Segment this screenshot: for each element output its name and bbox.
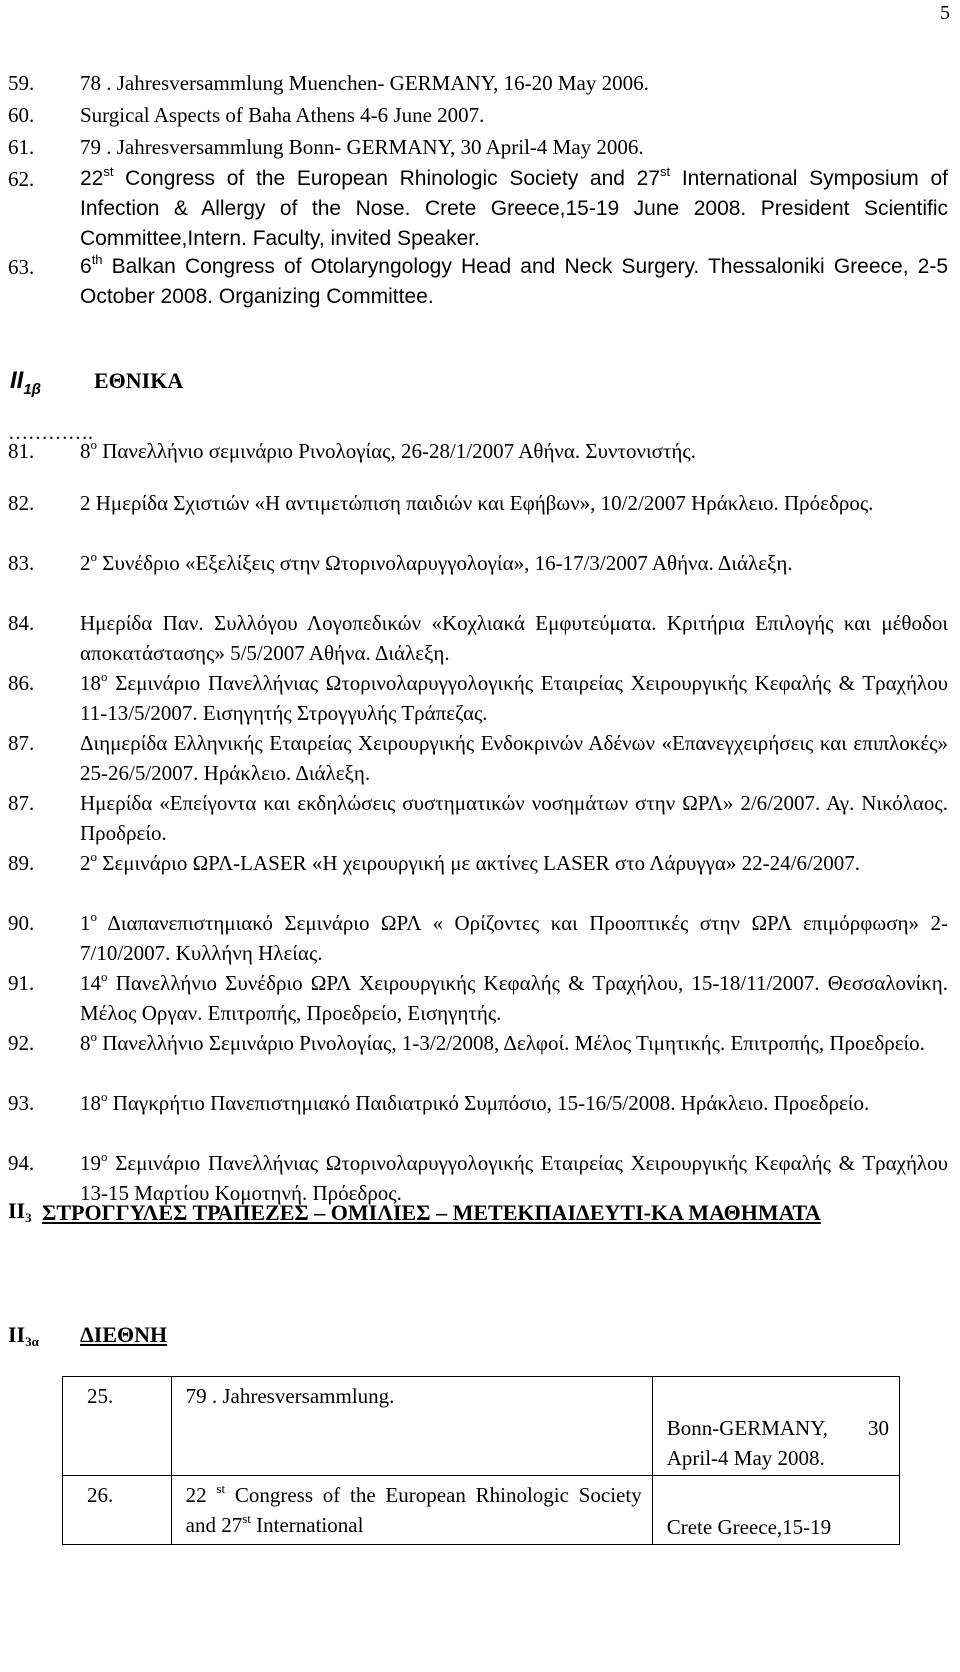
item-number: 91. (8, 971, 35, 995)
item-text: $18^o$ Σεμινάριο Πανελλήνιας Ωτορινολαρυγγολογικής Εταιρείας Χειρουργικής Κεφαλής & Τραχήλου 11-13/5/2007. Εισηγητής Στρογγυλής Τράπεζας. (80, 669, 948, 725)
item-text: Ημερίδα «Επείγοντα και εκδηλώσεις συστηματικών νοσημάτων στην ΩΡΛ» 2/6/2007. Αγ. Νικόλαος. Προδρείο. (80, 791, 948, 845)
item-text: Ημερίδα Παν. Συλλόγου Λογοπεδικών «Κοχλιακά Εμφυτεύματα. Κριτήρια Επιλογής και μέθοδοι αποκατάστασης» 5/5/2007 Αθήνα. Διάλεξη. (80, 611, 948, 665)
list-item (8, 608, 948, 668)
item-text: 6th Balkan Congress of Otolaryngology Head and Neck Surgery. Thessaloniki Greece, 2-5 October 2008. Organizing Committee. (80, 252, 948, 308)
item-text: $8^o$ Πανελλήνιο Σεμινάριο Ρινολογίας, 1-3/2/2008, Δελφοί. Μέλος Τιμητικής. Επιτροπής, Προεδρείο. (80, 1029, 925, 1055)
item-number: 92. (8, 1031, 35, 1055)
section-title-international: ΔΙΕΘΝΗ (80, 1322, 168, 1347)
section-label-ii3: $II_3$ (8, 1198, 32, 1225)
item-number: 60. (8, 103, 35, 127)
cell-place: Crete Greece,15-19 (652, 1476, 899, 1545)
list-item (8, 164, 948, 254)
item-number: 61. (8, 135, 35, 159)
page-number: 5 (940, 2, 950, 24)
list-item (8, 132, 948, 162)
table-row (63, 1476, 900, 1545)
item-number: 84. (8, 611, 35, 635)
item-text: Surgical Aspects of Baha Athens 4-6 June 2007. (80, 103, 485, 127)
list-item (8, 728, 948, 788)
list-item (8, 1028, 948, 1058)
list-item (8, 908, 948, 968)
item-number: 63. (8, 255, 35, 279)
section-title-roundtables: ΣΤΡΟΓΓΥΛΕΣ ΤΡΑΠΕΖΕΣ – ΟΜΙΛΙΕΣ – ΜΕΤΕΚΠΑΙΔΕΥΤΙ-ΚΑ ΜΑΘΗΜΑΤΑ (42, 1200, 821, 1225)
list-item (8, 1088, 948, 1118)
item-text: $2^o$ Σεμινάριο ΩΡΛ-LASER «Η χειρουργική με ακτίνες LASER στο Λάρυγγα» 22-24/6/2007. (80, 849, 861, 875)
item-number: 87. (8, 731, 35, 755)
item-number: 82. (8, 491, 35, 515)
list-item (8, 436, 948, 466)
section-label-ii1b: $II_{1\beta}$ (10, 367, 41, 398)
item-text: $2^o$ Συνέδριο «Εξελίξεις στην Ωτορινολαρυγγολογία», 16-17/3/2007 Αθήνα. Διάλεξη. (80, 549, 793, 575)
item-text: 22st Congress of the European Rhinologic Society and 27st International Symposium of Infection & Allergy of the Nose. Crete Greece,15-19 June 2008. President Scientific Committee,Intern. Faculty, invited Speaker. (80, 164, 949, 250)
table-row (63, 1377, 900, 1476)
list-item (8, 100, 948, 130)
list-item (8, 548, 948, 578)
section-label-ii3a: $II_{3\alpha}$ (8, 1322, 39, 1349)
item-text: $14^o$ Πανελλήνιο Συνέδριο ΩΡΛ Χειρουργικής Κεφαλής & Τραχήλου, 15-18/11/2007. Θεσσαλονίκη. Μέλος Οργαν. Επιτροπής, Προεδρείο, Εισηγητής. (80, 969, 948, 1025)
cell-title: 22 $^{st}$ Congress of the European Rhinologic Society and 27st International (171, 1476, 652, 1545)
item-text: $8^o$ Πανελλήνιο σεμινάριο Ρινολογίας, 26-28/1/2007 Αθήνα. Συντονιστής. (80, 437, 696, 463)
section-title-national: ΕΘΝΙΚΑ (94, 368, 184, 393)
item-number: 87. (8, 791, 35, 815)
item-text: 2 Ημερίδα Σχιστιών «Η αντιμετώπιση παιδιών και Εφήβων», 10/2/2007 Ηράκλειο. Πρόεδρος. (80, 491, 874, 515)
item-text: $18^o$ Παγκρήτιο Πανεπιστημιακό Παιδιατρικό Συμπόσιο, 15-16/5/2008. Ηράκλειο. Προεδρείο. (80, 1089, 870, 1115)
item-text: Διημερίδα Ελληνικής Εταιρείας Χειρουργικής Ενδοκρινών Αδένων «Επανεγχειρήσεις και επιπλοκές» 25-26/5/2007. Ηράκλειο. Διάλεξη. (80, 731, 948, 785)
list-item (8, 668, 948, 728)
item-number: 83. (8, 551, 35, 575)
item-number: 90. (8, 911, 35, 935)
cell-number: 26. (63, 1476, 172, 1545)
section-ii3-heading (8, 1198, 948, 1228)
item-number: 86. (8, 671, 35, 695)
list-item (8, 488, 948, 518)
list-item (8, 848, 948, 878)
cell-place: Bonn-GERMANY, 30 April-4 May 2008. (652, 1377, 899, 1476)
item-number: 93. (8, 1091, 35, 1115)
list-item (8, 788, 948, 848)
item-number: 62. (8, 167, 35, 191)
item-number: 89. (8, 851, 35, 875)
item-text: $1^o$ Διαπανεπιστημιακό Σεμινάριο ΩΡΛ « Ορίζοντες και Προοπτικές στην ΩΡΛ επιμόρφωση» 2-7/10/2007. Κυλλήνη Ηλείας. (80, 909, 948, 965)
item-number: 81. (8, 439, 35, 463)
events-table (62, 1376, 900, 1545)
list-item (8, 968, 948, 1028)
cell-number: 25. (63, 1377, 172, 1476)
ellipsis-dots: …………. (8, 422, 93, 444)
item-text: $19^o$ Σεμινάριο Πανελλήνιας Ωτορινολαρυγγολογικής Εταιρείας Χειρουργικής Κεφαλής & Τραχήλου 13-15 Μαρτίου Κομοτηνή. Πρόεδρος. (80, 1149, 948, 1205)
list-item (8, 252, 948, 312)
cell-title: 79 . Jahresversammlung. (171, 1377, 652, 1476)
item-text: 79 . Jahresversammlung Bonn- GERMANY, 30 April-4 May 2006. (80, 135, 644, 159)
item-number: 94. (8, 1151, 35, 1175)
item-number: 59. (8, 71, 35, 95)
item-text: 78 . Jahresversammlung Muenchen- GERMANY, 16-20 May 2006. (80, 71, 649, 95)
list-item (8, 68, 948, 98)
